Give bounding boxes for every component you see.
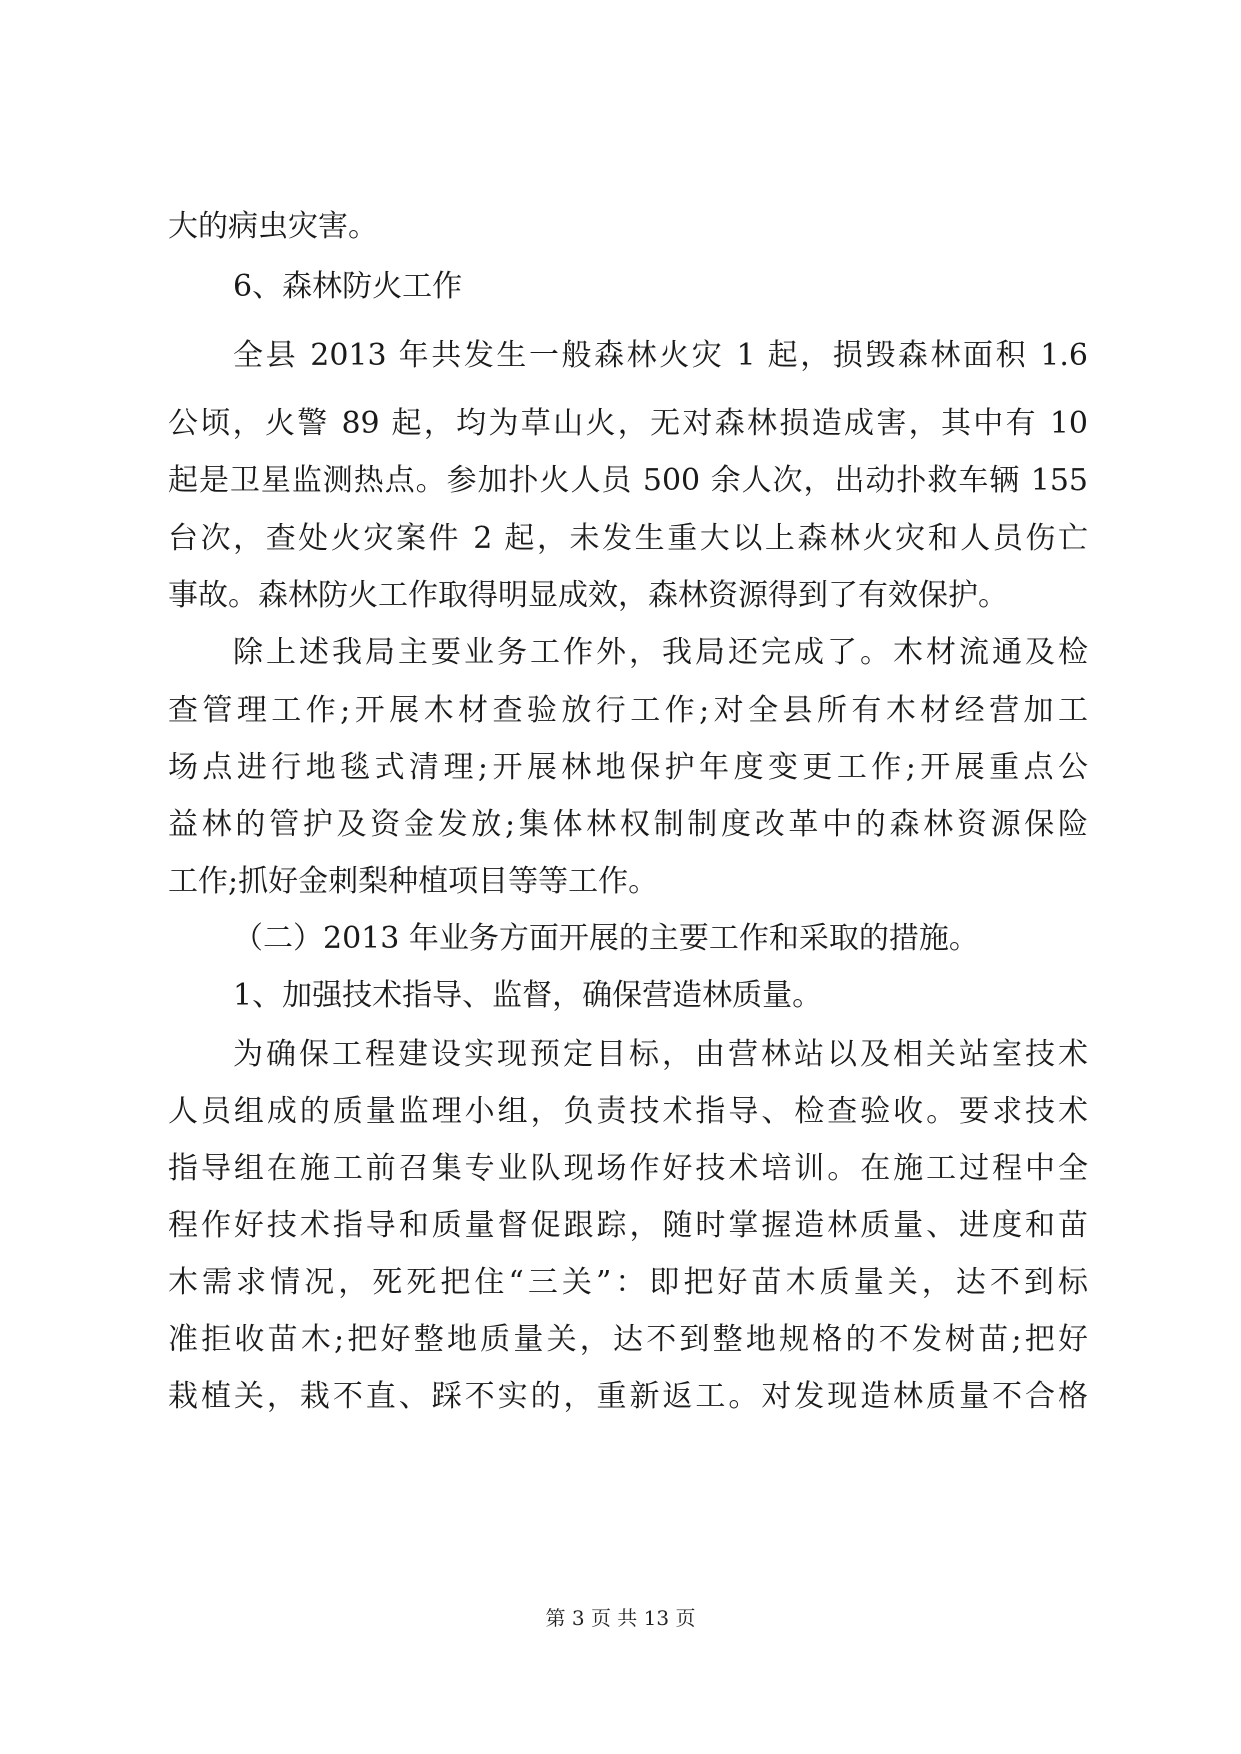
paragraph-line: 程作好技术指导和质量督促跟踪，随时掌握造林质量、进度和苗 — [168, 1208, 1088, 1243]
section-heading: 6、森林防火工作 — [233, 269, 463, 304]
paragraph-line: 全县 2013 年共发生一般森林火灾 1 起，损毁森林面积 1.6 — [233, 338, 1088, 373]
paragraph-line: 起是卫星监测热点。参加扑火人员 500 余人次，出动扑救车辆 155 — [168, 463, 1088, 498]
paragraph-line: 木需求情况，死死把住“三关”：即把好苗木质量关，达不到标 — [168, 1265, 1088, 1300]
paragraph-line: 台次，查处火灾案件 2 起，未发生重大以上森林火灾和人员伤亡 — [168, 521, 1088, 556]
section-heading: 1、加强技术指导、监督，确保营造林质量。 — [233, 978, 823, 1013]
paragraph-line: 栽植关，栽不直、踩不实的，重新返工。对发现造林质量不合格 — [168, 1379, 1088, 1414]
paragraph-line: 人员组成的质量监理小组，负责技术指导、检查验收。要求技术 — [168, 1094, 1088, 1129]
section-heading: （二）2013 年业务方面开展的主要工作和采取的措施。 — [233, 921, 979, 956]
paragraph-line: 工作;抓好金刺梨种植项目等等工作。 — [168, 864, 659, 899]
paragraph-line: 指导组在施工前召集专业队现场作好技术培训。在施工过程中全 — [168, 1151, 1088, 1186]
paragraph-line: 益林的管护及资金发放;集体林权制制度改革中的森林资源保险 — [168, 807, 1088, 842]
paragraph-line: 大的病虫灾害。 — [168, 209, 378, 244]
paragraph-line: 查管理工作;开展木材查验放行工作;对全县所有木材经营加工 — [168, 693, 1088, 728]
paragraph-line: 公顷，火警 89 起，均为草山火，无对森林损造成害，其中有 10 — [168, 406, 1088, 441]
paragraph-line: 场点进行地毯式清理;开展林地保护年度变更工作;开展重点公 — [168, 750, 1088, 785]
paragraph-line: 事故。森林防火工作取得明显成效，森林资源得到了有效保护。 — [168, 578, 1008, 613]
page-number-footer: 第 3 页 共 13 页 — [545, 1606, 696, 1630]
paragraph-line: 准拒收苗木;把好整地质量关，达不到整地规格的不发树苗;把好 — [168, 1322, 1088, 1357]
paragraph-line: 为确保工程建设实现预定目标，由营林站以及相关站室技术 — [233, 1037, 1088, 1072]
paragraph-line: 除上述我局主要业务工作外，我局还完成了。木材流通及检 — [233, 635, 1088, 670]
